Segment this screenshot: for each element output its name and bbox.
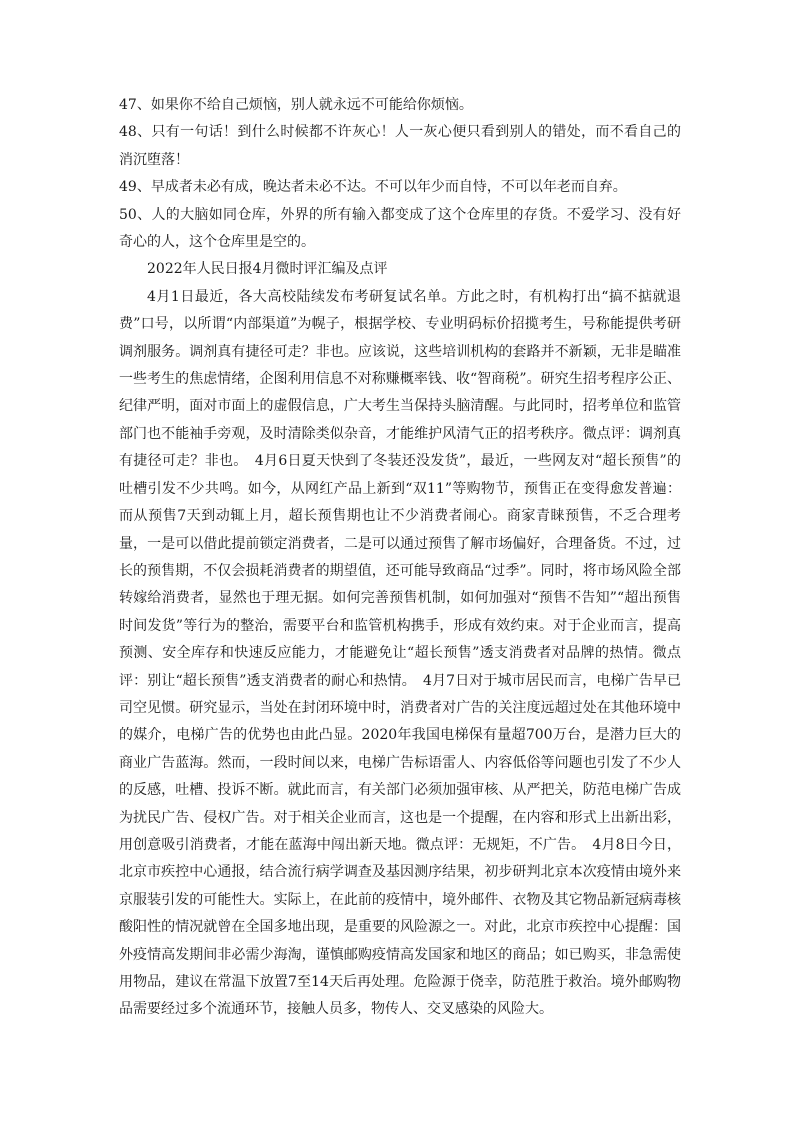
document-body [119, 92, 681, 1024]
article-title: 2022年人民日报4月微时评汇编及点评 [147, 261, 388, 278]
quote-item-47: 47、如果你不给自己烦恼，别人就永远不可能给你烦恼。 [119, 97, 473, 113]
quote-item-49: 49、早成者未必有成，晚达者未必不达。不可以年少而自恃，不可以年老而自弃。 [119, 179, 627, 196]
quote-item-48: 48、只有一句话！到什么时候都不许灰心！人一灰心便只看到别人的错处，而不看自己的消沉堕落！ [119, 124, 681, 168]
quote-item-50: 50、人的大脑如同仓库，外界的所有输入都变成了这个仓库里的存货。不爱学习、没有好奇心的人，这个仓库里是空的。 [119, 206, 681, 251]
article-body: 4月1日最近，各大高校陆续发布考研复试名单。方此之时，有机构打出“搞不掂就退费”口号，以所谓“内部渠道”为幌子，根据学校、专业明码标价招揽考生，号称能提供考研调剂服务。调剂真有捷径可走？非也。应该说，这些培训机构的套路并不新颖，无非是瞄准一些考生的焦虑情绪，企图利用信息不对称赚概率钱、收“智商税”。研究生招考程序公正、纪律严明，面对市面上的虚假信息，广大考生当保持头脑清醒。与此同时，招考单位和监管部门也不能袖手旁观，及时清除类似杂音，才能维护风清气正的招考秩序。微点评：调剂真有捷径可走？非也。 4月6日夏天快到了冬装还没发货”，最近，一些网友对“超长预售”的吐槽引发不少共鸣。如今，从网红产品上新到“双11”等购物节，预售正在变得愈发普遍：而从预售7天到动辄上月，超长预售期也让不少消费者闹心。商家青睐预售，不乏合理考量，一是可以借此提前锁定消费者，二是可以通过预售了解市场偏好，合理备货。不过，过长的预售期，不仅会损耗消费者的期望值，还可能导致商品“过季”。同时，将市场风险全部转嫁给消费者，显然也于理无据。如何完善预售机制，如何加强对“预售不告知”“超出预售时间发货”等行为的整治，需要平台和监管机构携手，形成有效约束。对于企业而言，提高预测、安全库存和快速反应能力，才能避免让“超长预售”透支消费者对品牌的热情。微点评：别让“超长预售”透支消费者的耐心和热情。 4月7日对于城市居民而言，电梯广告早已司空见惯。研究显示，当处在封闭环境中时，消费者对广告的关注度远超过处在其他环境中的媒介，电梯广告的优势也由此凸显。2020年我国电梯保有量超700万台，是潜力巨大的商业广告蓝海。然而，一段时间以来，电梯广告标语雷人、内容低俗等问题也引发了不少人的反感，吐槽、投诉不断。就此而言，有关部门必须加强审核、从严把关，防范电梯广告成为扰民广告、侵权广告。对于相关企业而言，这也是一个提醒，在内容和形式上出新出彩，用创意吸引消费者，才能在蓝海中闯出新天地。微点评：无规矩，不广告。 4月8日今日，北京市疾控中心通报，结合流行病学调查及基因测序结果，初步研判北京本次疫情由境外来京服装引发的可能性大。实际上，在此前的疫情中，境外邮件、衣物及其它物品新冠病毒核酸阳性的情况就曾在全国多地出现，是重要的风险源之一。对此，北京市疾控中心提醒：国外疫情高发期间非必需少海淘，谨慎邮购疫情高发国家和地区的商品；如已购买，非急需使用物品，建议在常温下放置7至14天后再处理。危险源于侥幸，防范胜于救治。境外邮购物品需要经过多个流通环节，接触人员多，物传人、交叉感染的风险大。 [119, 288, 681, 1018]
